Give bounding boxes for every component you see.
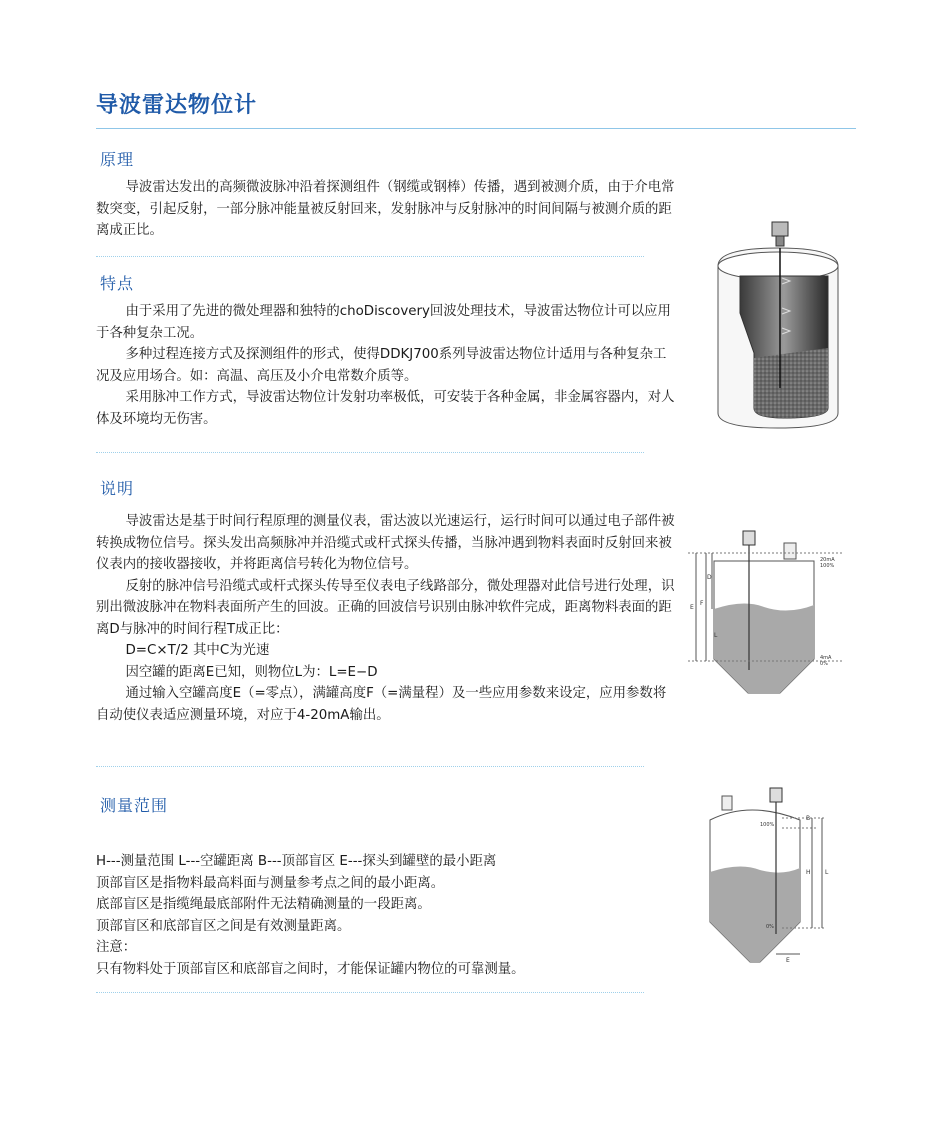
description-formula-1: D=C×T/2 其中C为光速 bbox=[125, 643, 270, 658]
label-0-percent: 0% bbox=[820, 661, 828, 667]
description-formula-2: 因空罐的距离E已知，则物位L为：L=E−D bbox=[125, 664, 378, 680]
letter-l: L bbox=[714, 632, 718, 639]
tank-cutaway-figure bbox=[710, 218, 850, 433]
tank-cutaway-illustration bbox=[710, 218, 850, 433]
dotted-divider bbox=[96, 992, 644, 993]
label-100-percent: 100% bbox=[820, 563, 835, 569]
features-paragraph-3: 采用脉冲工作方式，导波雷达物位计发射功率极低，可安装于各种金属，非金属容器内，对人体及环境均无伤害。 bbox=[96, 390, 675, 427]
letter-h: H bbox=[806, 869, 811, 876]
features-text bbox=[96, 301, 676, 430]
range-diagram bbox=[700, 782, 840, 977]
range-line-6: 只有物料处于顶部盲区和底部盲之间时，才能保证罐内物位的可靠测量。 bbox=[96, 961, 525, 977]
range-text bbox=[96, 851, 696, 980]
letter-e: E bbox=[690, 604, 694, 611]
section-heading-description: 说明 bbox=[100, 479, 135, 498]
description-paragraph-1: 导波雷达是基于时间行程原理的测量仪表，雷达波以光速运行，运行时间可以通过电子部件被转换成物位信号。探头发出高频脉冲并沿缆式或杆式探头传播，当脉冲遇到物料表面时反射回来被仪表内的接收器接收，并将距离信号转化为物位信号。 bbox=[96, 514, 675, 572]
features-paragraph-1: 由于采用了先进的微处理器和独特的choDiscovery回波处理技术，导波雷达物位计可以应用于各种复杂工况。 bbox=[96, 304, 671, 341]
section-heading-features: 特点 bbox=[100, 274, 135, 293]
range-line-4: 顶部盲区和底部盲区之间是有效测量距离。 bbox=[96, 918, 351, 934]
silo-diagram bbox=[684, 525, 854, 705]
letter-d: D bbox=[707, 574, 712, 581]
section-heading-principle: 原理 bbox=[100, 150, 135, 169]
letter-b: B bbox=[806, 815, 811, 822]
dotted-divider bbox=[96, 452, 644, 453]
description-text bbox=[96, 511, 676, 726]
range-line-5: 注意： bbox=[96, 940, 137, 955]
principle-text bbox=[96, 177, 676, 242]
silo-diagram-figure bbox=[684, 525, 854, 705]
range-line-1: H---测量范围 L---空罐距离 B---顶部盲区 E---探头到罐壁的最小距离 bbox=[96, 854, 497, 869]
dotted-divider bbox=[96, 766, 644, 767]
description-closing: 通过输入空罐高度E（=零点），满罐高度F（=满量程）及一些应用参数来设定，应用参数将自动使仪表适应测量环境，对应于4-20mA输出。 bbox=[96, 686, 667, 723]
label-4ma: 4mA bbox=[820, 655, 832, 661]
label-100-percent: 100% bbox=[760, 822, 775, 828]
label-20ma: 20mA bbox=[820, 557, 835, 563]
letter-l: L bbox=[825, 869, 829, 876]
letter-e: E bbox=[786, 957, 790, 964]
letter-f: F bbox=[700, 600, 704, 607]
label-0-percent: 0% bbox=[766, 924, 774, 930]
section-heading-range: 测量范围 bbox=[100, 796, 169, 815]
principle-paragraph: 导波雷达发出的高频微波脉冲沿着探测组件（钢缆或钢棒）传播，遇到被测介质，由于介电常数突变，引起反射，一部分脉冲能量被反射回来，发射脉冲与反射脉冲的时间间隔与被测介质的距离成正比。 bbox=[96, 180, 675, 238]
page-title: 导波雷达物位计 bbox=[96, 93, 258, 118]
description-paragraph-2: 反射的脉冲信号沿缆式或杆式探头传导至仪表电子线路部分，微处理器对此信号进行处理，识别出微波脉冲在物料表面所产生的回波。正确的回波信号识别由脉冲软件完成，距离物料表面的距离D与脉冲的时间行程T成正比： bbox=[96, 578, 675, 637]
range-line-2: 顶部盲区是指物料最高料面与测量参考点之间的最小距离。 bbox=[96, 875, 445, 891]
range-line-3: 底部盲区是指缆绳最底部附件无法精确测量的一段距离。 bbox=[96, 897, 431, 912]
dotted-divider bbox=[96, 256, 644, 257]
features-paragraph-2: 多种过程连接方式及探测组件的形式，使得DDKJ700系列导波雷达物位计适用与各种复杂工况及应用场合。如：高温、高压及小介电常数介质等。 bbox=[96, 347, 667, 384]
range-diagram-figure bbox=[700, 782, 840, 977]
title-divider bbox=[96, 128, 856, 129]
